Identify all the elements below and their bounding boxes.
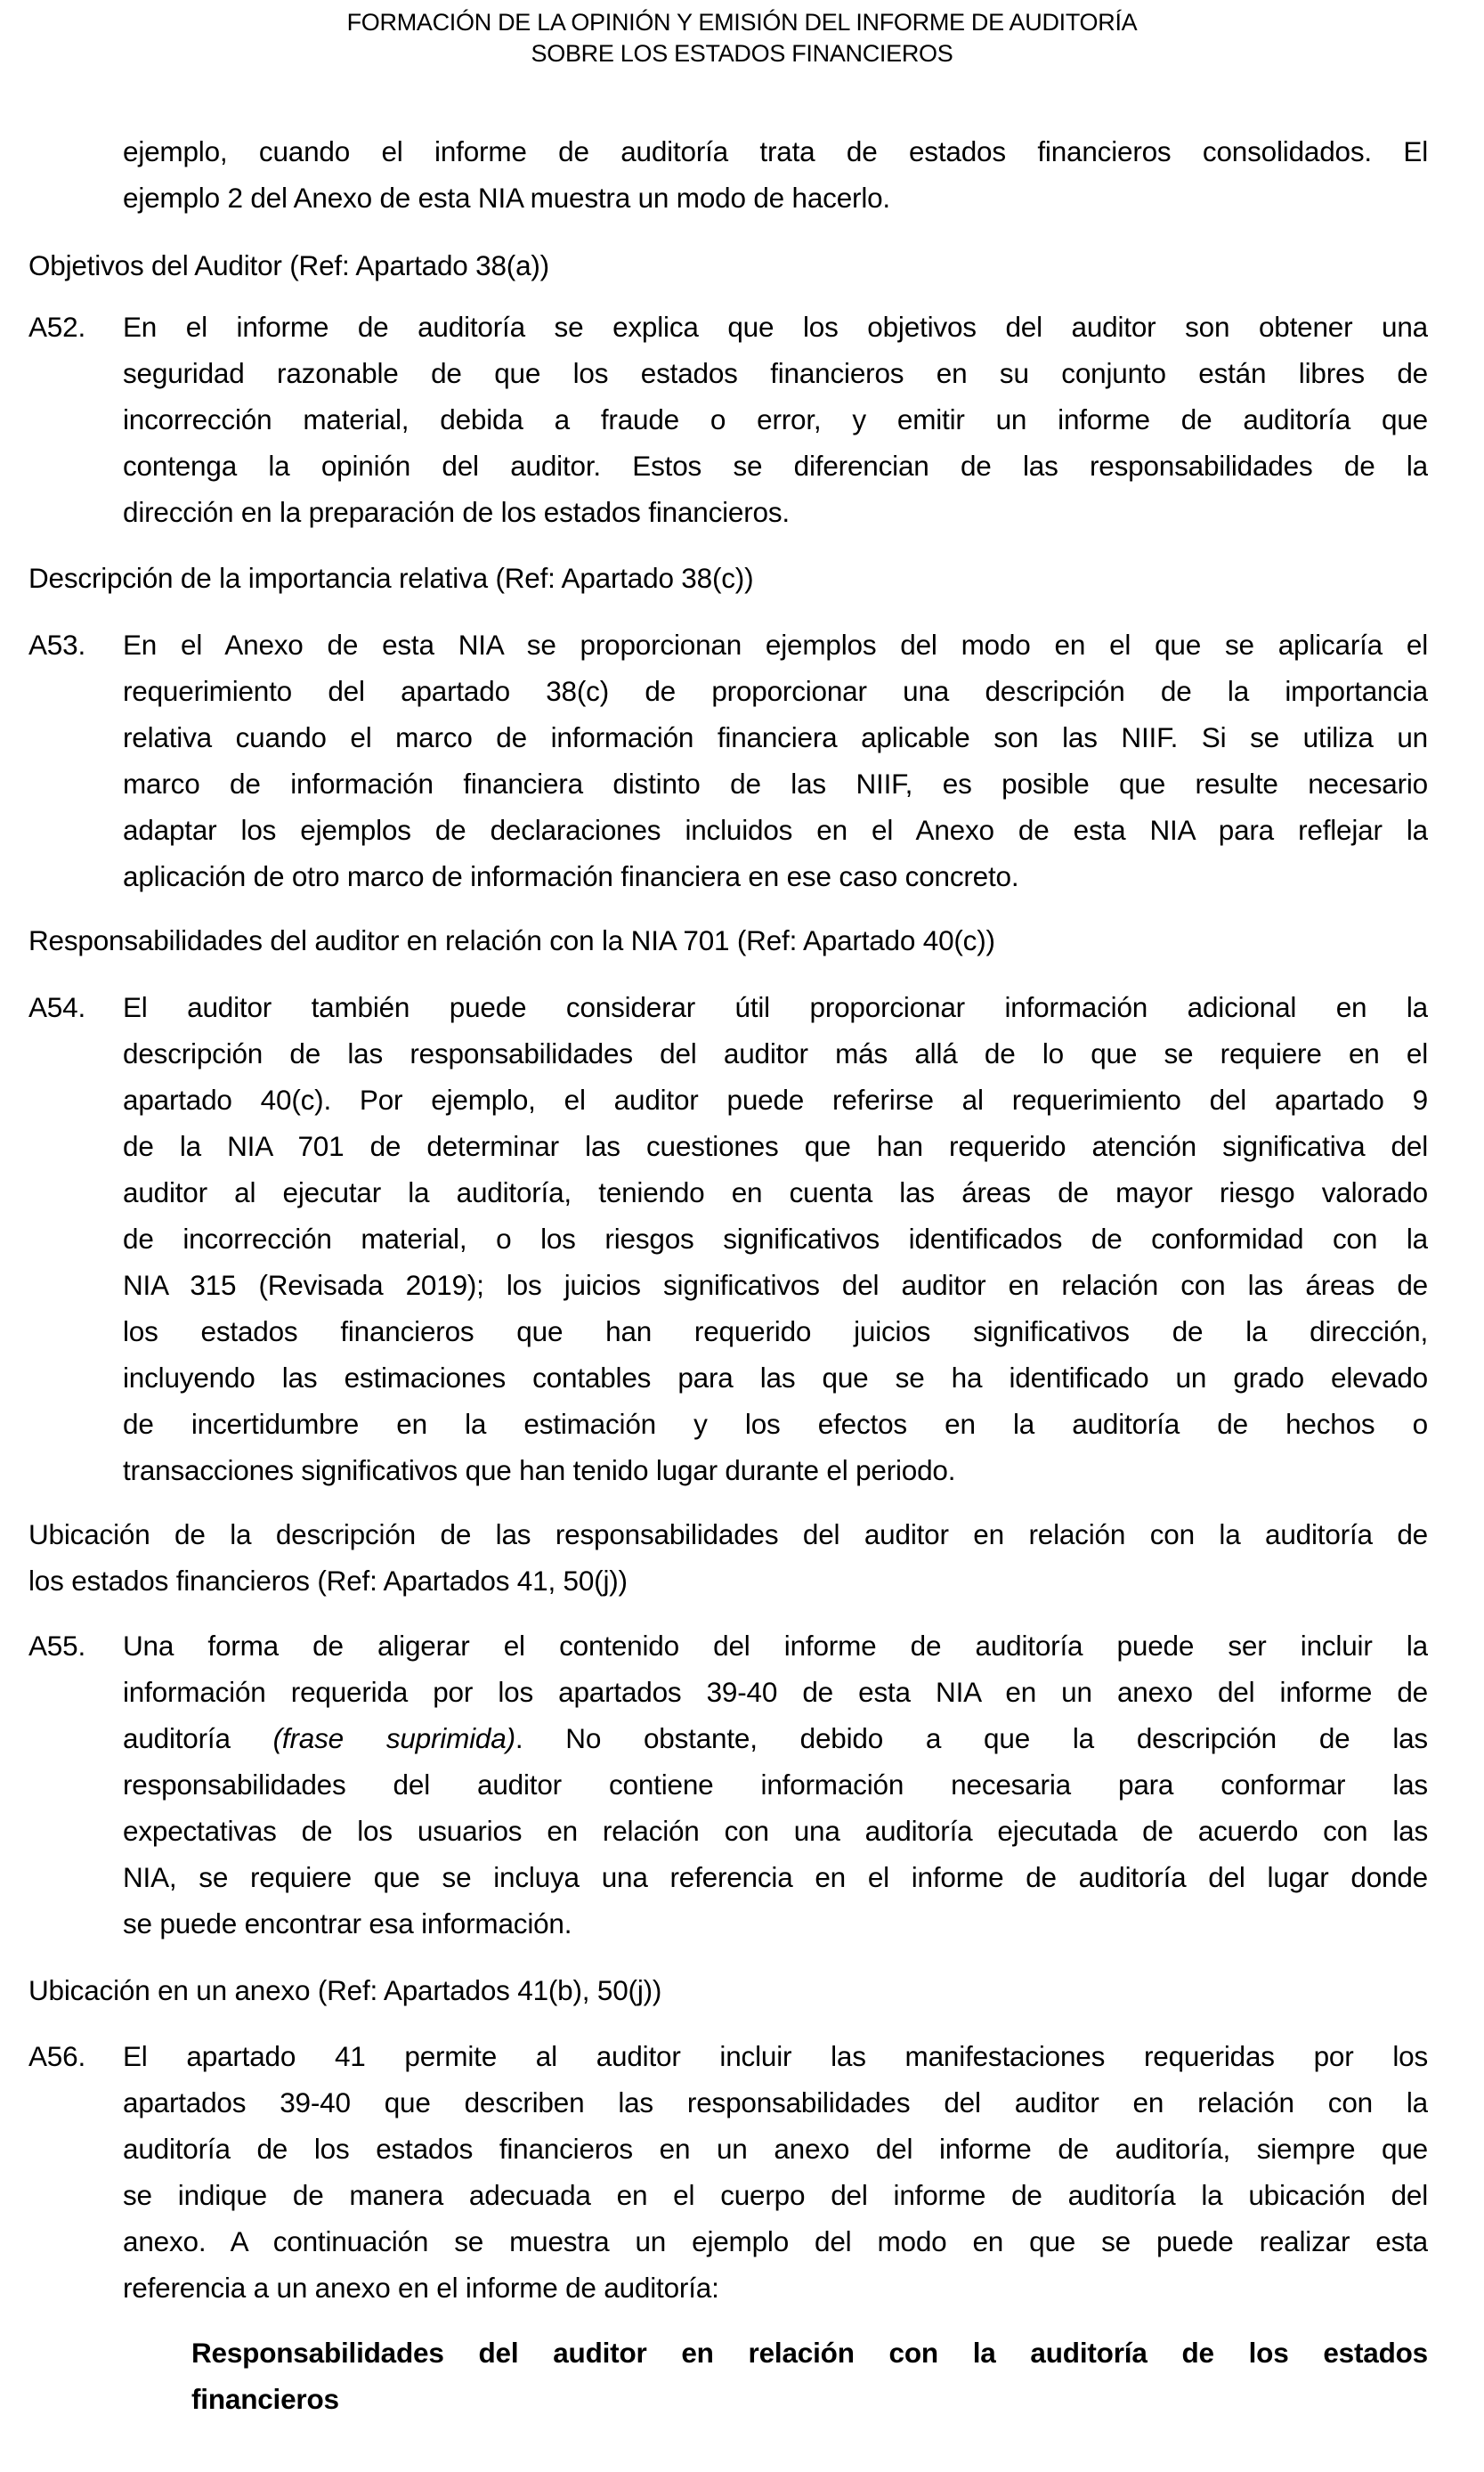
text-line: auditoría de los estados financieros en un anexo del informe de auditoría, siempre que	[123, 2133, 1428, 2165]
paragraph	[28, 622, 1428, 899]
text-line: Ubicación de la descripción de las responsabilidades del auditor en relación con la auditoría de	[28, 1518, 1428, 1550]
paragraph	[28, 984, 1428, 1493]
text-line: Responsabilidades del auditor en relación con la NIA 701 (Ref: Apartado 40(c))	[28, 924, 995, 956]
paragraph	[28, 2033, 1428, 2311]
text-line: El apartado 41 permite al auditor incluir las manifestaciones requeridas por los	[123, 2040, 1428, 2072]
text-line: responsabilidades del auditor contiene información necesaria para conformar las	[123, 1769, 1428, 1801]
text-line: dirección en la preparación de los estados financieros.	[123, 496, 790, 528]
text-line: los estados financieros (Ref: Apartados 41, 50(j))	[28, 1565, 628, 1597]
text-segment: . No obstante, debido a que la descripción de las	[515, 1722, 1428, 1754]
text-line: apartados 39-40 que describen las responsabilidades del auditor en relación con la	[123, 2086, 1428, 2118]
paragraph-number: A53.	[28, 629, 85, 661]
text-line: Responsabilidades del auditor en relación con la auditoría de los estados	[191, 2337, 1428, 2369]
text-line: información requerida por los apartados 39-40 de esta NIA en un anexo del informe de	[123, 1676, 1428, 1708]
section-heading	[28, 1967, 1428, 2013]
text-line: relativa cuando el marco de información financiera aplicable son las NIIF. Si se utiliza un	[123, 721, 1428, 753]
text-line: se indique de manera adecuada en el cuerpo del informe de auditoría la ubicación del	[123, 2179, 1428, 2211]
text-line	[28, 1715, 1428, 1761]
text-line: referencia a un anexo en el informe de auditoría:	[123, 2272, 719, 2304]
paragraph-number: A54.	[28, 991, 85, 1023]
text-line: transacciones significativos que han tenido lugar durante el periodo.	[123, 1454, 956, 1486]
text-line: seguridad razonable de que los estados financieros en su conjunto están libres de	[123, 357, 1428, 389]
text-line: descripción de las responsabilidades del auditor más allá de lo que se requiere en el	[123, 1037, 1428, 1069]
paragraph-number: A52.	[28, 311, 85, 343]
running-header-line-1: FORMACIÓN DE LA OPINIÓN Y EMISIÓN DEL INFORME DE AUDITORÍA	[346, 9, 1138, 36]
text-line: los estados financieros que han requerido juicios significativos de la dirección,	[123, 1315, 1428, 1347]
paragraph-number: A55.	[28, 1630, 85, 1662]
text-line: Una forma de aligerar el contenido del informe de auditoría puede ser incluir la	[123, 1630, 1428, 1662]
text-line: Ubicación en un anexo (Ref: Apartados 41(b), 50(j))	[28, 1974, 662, 2006]
text-line: adaptar los ejemplos de declaraciones incluidos en el Anexo de esta NIA para reflejar la	[123, 814, 1428, 846]
text-line: Descripción de la importancia relativa (Ref: Apartado 38(c))	[28, 562, 754, 594]
section-heading	[28, 555, 1428, 601]
bold-subheading	[28, 2330, 1428, 2422]
running-header-line-2: SOBRE LOS ESTADOS FINANCIEROS	[531, 40, 953, 67]
text-line: de incertidumbre en la estimación y los efectos en la auditoría de hechos o	[123, 1408, 1428, 1440]
text-line: de incorrección material, o los riesgos significativos identificados de conformidad con la	[123, 1223, 1428, 1255]
paragraph	[28, 1622, 1428, 1947]
text-line: NIA 315 (Revisada 2019); los juicios significativos del auditor en relación con las áreas de	[123, 1269, 1428, 1301]
text-line: NIA, se requiere que se incluya una referencia en el informe de auditoría del lugar donde	[123, 1861, 1428, 1893]
text-line: se puede encontrar esa información.	[123, 1907, 572, 1939]
text-line: ejemplo 2 del Anexo de esta NIA muestra un modo de hacerlo.	[123, 182, 890, 214]
section-heading	[28, 917, 1428, 964]
text-line: Objetivos del Auditor (Ref: Apartado 38(a))	[28, 249, 549, 281]
text-line: aplicación de otro marco de información financiera en ese caso concreto.	[123, 860, 1019, 892]
paragraph	[28, 304, 1428, 535]
text-segment: auditoría	[123, 1722, 273, 1754]
text-line: marco de información financiera distinto de las NIIF, es posible que resulte necesario	[123, 768, 1428, 800]
section-heading	[28, 242, 1428, 289]
text-line: de la NIA 701 de determinar las cuestiones que han requerido atención significativa del	[123, 1130, 1428, 1162]
text-line: ejemplo, cuando el informe de auditoría trata de estados financieros consolidados. El	[123, 135, 1428, 167]
paragraph-number: A56.	[28, 2040, 85, 2072]
text-line: incorrección material, debida a fraude o error, y emitir un informe de auditoría que	[123, 403, 1428, 435]
italic-text: (frase suprimida)	[272, 1722, 515, 1754]
text-line: expectativas de los usuarios en relación con una auditoría ejecutada de acuerdo con las	[123, 1815, 1428, 1847]
text-line: El auditor también puede considerar útil proporcionar información adicional en la	[123, 991, 1428, 1023]
paragraph	[28, 128, 1428, 221]
text-line: incluyendo las estimaciones contables para las que se ha identificado un grado elevado	[123, 1362, 1428, 1394]
text-line: contenga la opinión del auditor. Estos se diferencian de las responsabilidades de la	[123, 450, 1428, 482]
text-line: En el informe de auditoría se explica que los objetivos del auditor son obtener una	[123, 311, 1428, 343]
text-line: auditor al ejecutar la auditoría, teniendo en cuenta las áreas de mayor riesgo valorado	[123, 1176, 1428, 1208]
text-line: apartado 40(c). Por ejemplo, el auditor puede referirse al requerimiento del apartado 9	[123, 1084, 1428, 1116]
text-line: requerimiento del apartado 38(c) de proporcionar una descripción de la importancia	[123, 675, 1428, 707]
text-line: anexo. A continuación se muestra un ejemplo del modo en que se puede realizar esta	[123, 2225, 1428, 2257]
text-line: financieros	[191, 2383, 339, 2415]
text-line: En el Anexo de esta NIA se proporcionan ejemplos del modo en el que se aplicaría el	[123, 629, 1428, 661]
section-heading	[28, 1511, 1428, 1604]
